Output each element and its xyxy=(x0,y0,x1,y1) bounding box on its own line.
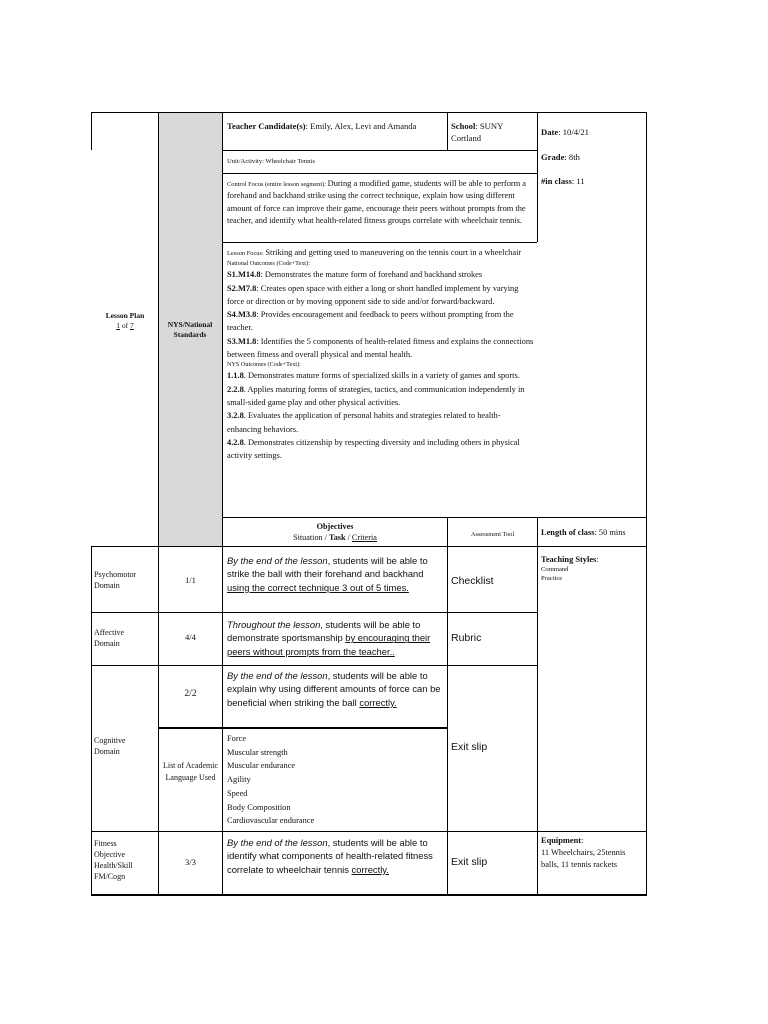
outcome-text: . Applies maturing forms of strategies, tactics, and communication independently in small-sided game play and other physical activities. xyxy=(227,384,525,407)
academic-term: Body Composition xyxy=(227,802,291,812)
outcome-code: 2.2.8 xyxy=(227,384,244,394)
fitness-number: 3/3 xyxy=(185,857,196,867)
academic-language-label: List of Academic Language Used xyxy=(162,761,219,782)
class-label: #in class xyxy=(541,176,572,186)
objective-text: , students will be able to strike the ball with their forehand and backhand xyxy=(227,555,428,580)
assessment-tool-header: Assessment Tool xyxy=(470,531,515,538)
national-outcome xyxy=(227,268,535,281)
teaching-style-item: Command xyxy=(541,566,569,573)
date-value: : 10/4/21 xyxy=(558,127,589,137)
school-label: School xyxy=(451,121,476,131)
outcome-code: S2.M7.8 xyxy=(227,283,257,293)
colon: : xyxy=(596,555,599,564)
affective-domain-label: Affective Domain xyxy=(94,628,125,648)
objective-intro: By the end of the lesson xyxy=(227,837,328,848)
academic-term: Muscular endurance xyxy=(227,761,296,771)
outcome-code: S3.M1.8 xyxy=(227,336,257,346)
lesson-plan-title: Lesson Plan xyxy=(105,311,145,320)
nys-outcome xyxy=(227,383,535,410)
teaching-style-item: Practice xyxy=(541,575,563,582)
outcome-code: 3.2.8 xyxy=(227,411,244,421)
academic-language-list xyxy=(227,732,445,828)
objective-criteria: using the correct technique 3 out of 5 times. xyxy=(227,581,409,593)
academic-term: Muscular strength xyxy=(227,747,288,757)
cognitive-number: 2/2 xyxy=(184,688,197,699)
objective-intro: By the end of the lesson xyxy=(227,555,328,566)
fitness-objective xyxy=(227,836,445,876)
national-outcome xyxy=(227,335,535,362)
unit-activity: Unit/Activity: Wheelchair Tennis xyxy=(227,158,315,165)
national-outcome xyxy=(227,282,535,309)
nys-outcome xyxy=(227,436,535,463)
outcome-text: : Demonstrates the mature form of forehand and backhand strokes xyxy=(260,270,483,280)
objectives-header xyxy=(223,521,447,543)
cognitive-assessment-tool: Exit slip xyxy=(451,741,488,753)
lesson-focus xyxy=(227,246,535,260)
outcome-code: S1.M14.8 xyxy=(227,270,261,280)
nys-outcome xyxy=(227,369,535,382)
affective-number: 4/4 xyxy=(185,632,196,642)
outcome-text: : Identifies the 5 components of health-related fitness and explains the connections between fitness and overall physical and mental health. xyxy=(227,336,534,360)
control-focus-text: During a modified game, students will be able to perform a forehand and backhand strike using the correct technique, explain how using different amount of force can improve their game, encourage their peers without prompts from the teacher, and identify what health-related fitness groups correlate with wheelchair tennis. xyxy=(227,179,527,226)
length-label: Length of class xyxy=(541,528,595,537)
teaching-styles xyxy=(541,554,645,583)
outcome-code: S4.M3.8 xyxy=(227,310,257,320)
school xyxy=(451,120,535,144)
outcome-text: . Evaluates the application of personal habits and strategies related to health- enhancing behaviors. xyxy=(227,411,501,434)
grade-label: Grade xyxy=(541,152,565,162)
outcome-text: . Demonstrates mature forms of specialized skills in a variety of games and sports. xyxy=(243,371,520,381)
national-outcome xyxy=(227,308,535,335)
lesson-number: 1 xyxy=(116,321,120,330)
psychomotor-assessment-tool: Checklist xyxy=(451,575,494,587)
academic-term: Speed xyxy=(227,788,248,798)
objective-text: , students will be able to identify what components of health-related fitness correlate to wheelchair tennis xyxy=(227,837,433,875)
teacher-label: Teacher Candidate(s) xyxy=(227,121,306,131)
class-value: : 11 xyxy=(571,176,585,186)
lesson-focus-text: Striking and getting used to maneuvering on the tennis court in a wheelchair xyxy=(265,248,522,257)
standards-label: NYS/National Standards xyxy=(167,320,213,339)
grade-value: : 8th xyxy=(564,152,580,162)
psychomotor-domain-label: Psychomotor Domain xyxy=(94,570,137,590)
class-size xyxy=(541,175,645,188)
length-of-class xyxy=(541,527,645,539)
teacher-candidates xyxy=(227,120,445,133)
national-outcomes-label: National Outcomes (Code+Text): xyxy=(227,260,310,268)
control-focus xyxy=(227,178,535,228)
criteria-label: Criteria xyxy=(351,533,377,542)
cognitive-objective xyxy=(227,669,445,709)
date xyxy=(541,126,645,139)
objectives-title: Objectives xyxy=(316,522,354,531)
teacher-value: : Emily, Alex, Levi and Amanda xyxy=(305,121,417,131)
equipment xyxy=(541,835,645,871)
academic-term: Force xyxy=(227,734,247,743)
task-label: Task xyxy=(329,533,346,542)
separator: / xyxy=(345,533,352,542)
affective-objective xyxy=(227,618,445,658)
academic-term: Agility xyxy=(227,775,251,785)
objective-criteria: by encouraging their peers without prompts from the teacher.. xyxy=(227,632,431,657)
outcome-code: 1.1.8 xyxy=(227,371,244,381)
situation-label: Situation / xyxy=(293,533,329,542)
equipment-text: 11 Wheelchairs, 25tennis balls, 11 tennis rackets xyxy=(541,848,626,869)
objective-text: , students will be able to demonstrate sportsmanship xyxy=(227,619,421,644)
lesson-total: 7 xyxy=(130,321,134,330)
objective-intro: Throughout the lesson xyxy=(227,619,321,630)
psychomotor-objective xyxy=(227,554,445,594)
affective-assessment-tool: Rubric xyxy=(451,632,482,644)
objective-intro: By the end of the lesson xyxy=(227,670,328,681)
nys-outcomes-label: NYS Outcomes (Code+Text): xyxy=(227,361,301,369)
lesson-focus-label: Lesson Focus: xyxy=(227,250,266,257)
colon: : xyxy=(581,836,584,845)
equipment-label: Equipment xyxy=(541,836,582,845)
outcome-text: : Provides encouragement and feedback to peers without prompting from the teacher. xyxy=(227,310,514,333)
fitness-domain-label: Fitness Objective Health/Skill FM/Cogn xyxy=(94,839,133,881)
date-label: Date xyxy=(541,127,559,137)
outcome-text: . Demonstrates citizenship by respecting diversity and including others in physical activity settings. xyxy=(227,437,520,461)
nys-outcome xyxy=(227,409,535,436)
psychomotor-number: 1/1 xyxy=(185,575,196,585)
objective-text: , students will be able to explain why using different amounts of force can be beneficial when striking the ball xyxy=(227,670,441,708)
objective-criteria: correctly. xyxy=(359,696,397,708)
fitness-assessment-tool: Exit slip xyxy=(451,856,488,868)
grade xyxy=(541,151,645,164)
lesson-plan-label xyxy=(92,311,158,331)
teaching-styles-label: Teaching Styles xyxy=(541,555,597,564)
outcome-code: 4.2.8 xyxy=(227,437,244,447)
school-value: : SUNY Cortland xyxy=(451,121,503,143)
length-value: : 50 mins xyxy=(594,528,626,537)
objective-criteria: correctly. xyxy=(351,863,389,875)
outcome-text: : Creates open space with either a long or short handled implement by varying force or direction or by moving opponent side to side and/or forward/backward. xyxy=(227,283,519,306)
control-focus-label: Control Focus (entire lesson segment): xyxy=(227,181,328,188)
cognitive-domain-label: Cognitive Domain xyxy=(94,736,126,756)
lesson-of: of xyxy=(121,321,129,330)
lesson-focus-block xyxy=(227,246,535,462)
academic-term: Cardiovascular endurance xyxy=(227,816,315,826)
